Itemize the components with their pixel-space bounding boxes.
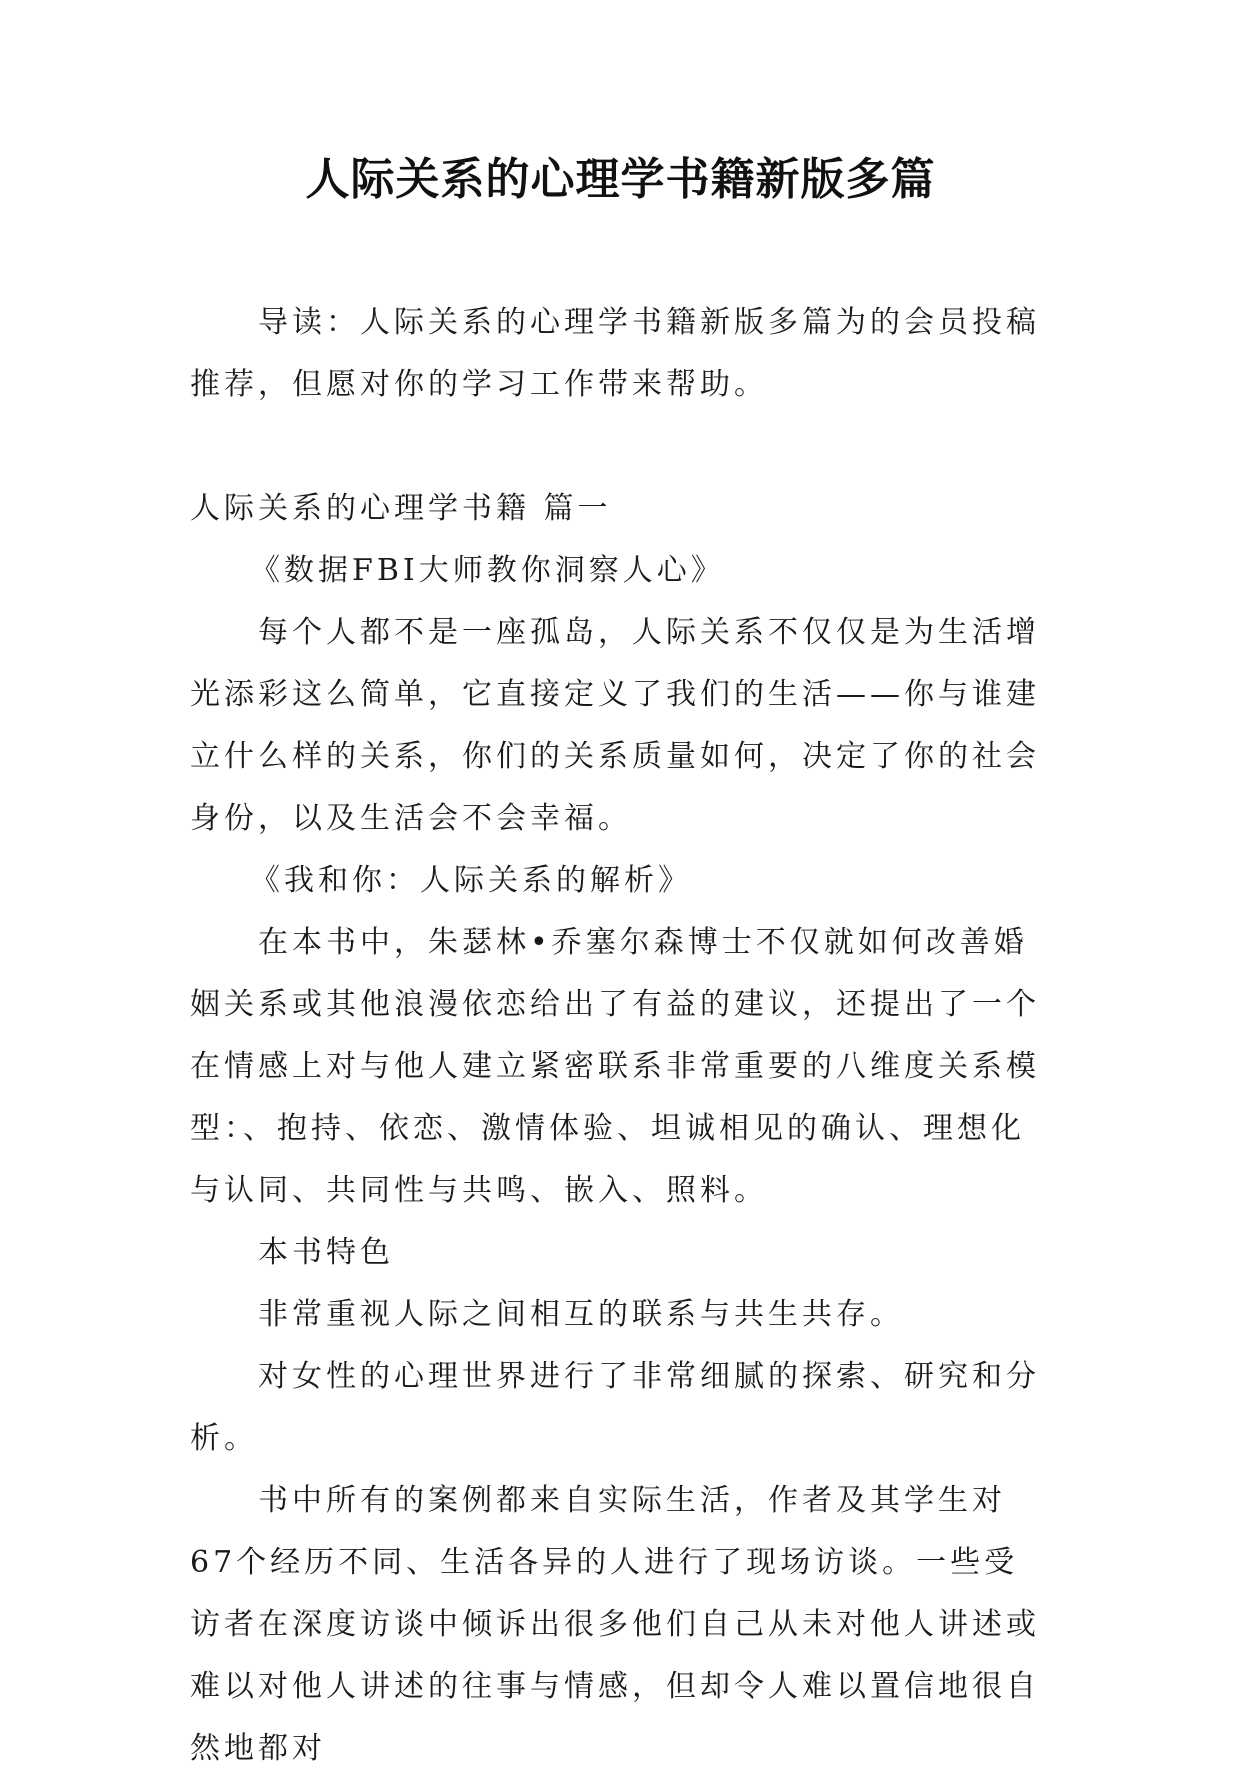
document-body bbox=[190, 292, 1052, 1780]
paragraph-2: 在本书中，朱瑟林•乔塞尔森博士不仅就如何改善婚姻关系或其他浪漫依恋给出了有益的建议，还提出了一个在情感上对与他人建立紧密联系非常重要的八维度关系模型：、抱持、依恋、激情体验、坦诚相见的确认、理想化与认同、共同性与共鸣、嵌入、照料。 bbox=[190, 925, 1040, 1208]
document-title: 人际关系的心理学书籍新版多篇 bbox=[305, 154, 936, 205]
book-title-1: 《数据FBI大师教你洞察人心》 bbox=[250, 553, 725, 588]
subheading-features: 本书特色 bbox=[258, 1235, 394, 1270]
paragraph-1: 每个人都不是一座孤岛，人际关系不仅仅是为生活增光添彩这么简单，它直接定义了我们的生活——你与谁建立什么样的关系，你们的关系质量如何，决定了你的社会身份，以及生活会不会幸福。 bbox=[190, 615, 1040, 836]
feature-2: 对女性的心理世界进行了非常细腻的探索、研究和分析。 bbox=[190, 1359, 1040, 1456]
intro-paragraph: 导读：人际关系的心理学书籍新版多篇为的会员投稿推荐，但愿对你的学习工作带来帮助。 bbox=[190, 305, 1040, 402]
paragraph-3: 书中所有的案例都来自实际生活，作者及其学生对67个经历不同、生活各异的人进行了现场访谈。一些受访者在深度访谈中倾诉出很多他们自己从未对他人讲述或难以对他人讲述的往事与情感，但却令人难以置信地很自然地都对 bbox=[190, 1483, 1040, 1766]
book-title-2: 《我和你：人际关系的解析》 bbox=[250, 863, 692, 898]
feature-1: 非常重视人际之间相互的联系与共生共存。 bbox=[258, 1297, 904, 1332]
section-heading: 人际关系的心理学书籍 篇一 bbox=[190, 491, 612, 526]
